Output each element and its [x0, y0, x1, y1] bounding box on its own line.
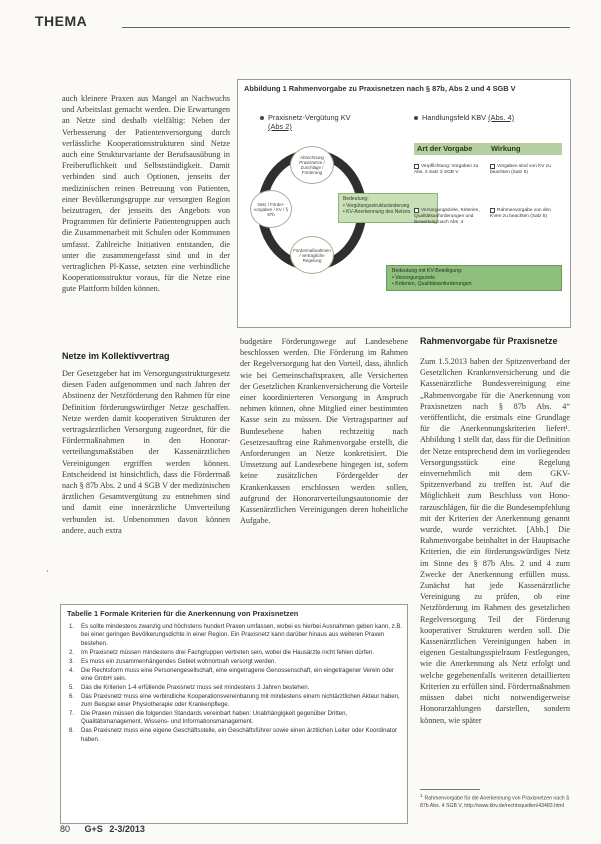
page-footer [60, 824, 145, 834]
checkbox-icon [414, 208, 419, 213]
figure-row1-right: Vorgaben sind von KV zu beachten (Satz 5) [490, 164, 551, 175]
col-head-type: Art der Vorgabe [417, 144, 473, 153]
list-item: 5. Das die Kriterien 1-4 erfüllende Praxisnetz muss seit mindestens 3 Jahren bestehen. [69, 683, 310, 691]
issue-number: 2-3/2013 [109, 824, 145, 834]
list-item: 7. Die Praxen müssen die folgenden Standards vereinbart haben: Unabhängigkeit gegenüber Dritten, Qualitätsmanagement, Wissens- und Informationsmanagement. [69, 710, 348, 726]
figure-title: Abbildung 1 Rahmenvorgabe zu Praxisnetzen nach § 87b, Abs 2 und 4 SGB V [244, 84, 516, 93]
page-number: 80 [60, 824, 71, 834]
paragraph: Zum 1.5.2013 haben der Spitzenverband der Gesetzlichen Krankenversicherung und die Kassenärztliche Bundesvereinigung eine „Rahmenvorgabe für die Anerkennung von Praxisnetzen nach § 87b Abs. 4“ veröffentlicht, die erstmals eine Grundlage für die Anerkennungskriterien liefert¹. Abbildung 1 stellt dar, dass für die Definition der Netze entsprechend dem im vorliegenden Versorgungsstück eine Regelung einvernehmlich mit dem GKV-Spitzenverband zu treffen ist. Auf die Möglichkeit zum Beschluss von Honorarzuschlägen, für die die Bundesempfehlung mit der Kriterien der Anerkennung genannt wurde, wurde verzichtet. [Abb.] Die Rahmenvorgabe beinhaltet in der Hauptsache Kriterien, die ein förderungswürdiges Netz im Sinne des § 87b Abs. 2 und 4 zum Zwecke der Anerkennung erfüllen muss. Zunächst hat jede Kassenärztliche Vereinigung zu prüfen, ob eine Netzförderung im Rahmen des gesetzlichen Regelversorgung Teil der Förderung kooperativer Strukturen werden soll. Die Kassenärztlichen Vereinigungen haben in eigenen Gestaltungsspielraum Festlegungen, wie die Anerkennung als Netz erfolgt und welche gegebenenfalls weiteren detaillierten Kriterien zu erfüllen sind. Förderrnaßnahmen müssen dabei nicht notwendigerweise Honorarzahlungen darstellen, sondern können, wie später [420, 357, 570, 725]
kv-meaning-title: Bedeutung mit KV-Beteiligung: [392, 268, 463, 274]
checkbox-icon [490, 208, 495, 213]
left-column-top-text [62, 93, 230, 329]
bullet-icon [260, 116, 264, 120]
section-heading-kollektivvertrag: Netze im Kollektivvertrag [62, 351, 170, 361]
cycle-node-bottom: Fördermaßnahmen / vertragliche Regelung [290, 236, 334, 274]
right-column-text [420, 356, 570, 725]
header-rule [122, 27, 570, 28]
middle-column-text [240, 336, 408, 586]
footnote-mark: 1 [420, 793, 423, 798]
kv-meaning-item: • Kriterien, Qualitätsanforderungen [392, 281, 472, 288]
section-heading-rahmenvorgabe: Rahmenvorgabe für Praxisnetze [420, 336, 558, 346]
col-head-effect: Wirkung [491, 144, 521, 153]
list-item: 2. Im Praxisnetz müssen mindestens drei Fachgruppen vertreten sein, wobei die Hausärzte nicht fehlen dürfen. [69, 648, 374, 656]
table-title: Tabelle 1 Formale Kriterien für die Anerkennung von Praxisnetzen [67, 609, 299, 618]
footnote [420, 793, 570, 809]
criteria-table-box [60, 604, 408, 824]
paragraph: auch kleinere Praxen aus Mangel an Nachwuchs und Arbeitslast gemacht werden. Die Erwartungen an Netze sind deshalb vielfältig: Neben der Verbesserung der Patientenversorgung durch verlässliche Kooperationsstrukturen sind Netze auch eine Strukturvariante der Berufsausübung in Freiberuflichkeit und Selbstständigkeit. Damit verbinden sind auch Optionen, jenseits der medizinischen reinen Betreuung von Patienten, einer Bevölkerungsgruppe zur versorgten Region beizutragen, der jenseits des Angebots von Programmen für definierte Patientengruppen auch die Zusammenarbeit mit Schulen oder Kommunen umfasst. Zahlreiche Initiativen entstanden, die unter die zusammengefasst sind und in der vertraglichen Pl-Kasse, setzten eine verbindliche Kooperationsstruktur voraus, für die Netze eine gute Plattform bilden können. [62, 94, 230, 294]
meaning-box-title: Bedeutung: [343, 196, 369, 202]
list-item: 4. Die Rechtsform muss eine Personengesellschaft, eine eingetragene Genossenschaft, ein eingetragener Verein oder eine GmbH sein. [69, 666, 395, 682]
journal-logo: G+S [84, 824, 103, 834]
paragraph: Der Gesetzgeber hat im Versorgungsstrukturgesetz diesen Faden aufgenommen und nach Jahren der Abstinenz der Netzförderung den Rahmen für eine Definition förderungswürdiger Netze geschaffen. Netze werden damit kooperativen Strukturen der vertragsärztlichen Versorgung zugeordnet, für die Förderrnaßnahmen in den Honorarverteilungsmaßstäben der Kassenärztlichen Vereinigungen ergriffen werden können. Entscheidend ist hinsichtlich, dass die Förderrnaß nach § 87b Abs. 2 und 4 SGB V der medizinischen ärztlichen Gesamtvergütung zu entnehmen sind und damit eine innerärztliche Umverteilung verbunden ist. Unbenommen davon können andere, auch extra [62, 369, 230, 535]
list-item: 8. Das Praxisnetz muss eine eigene Geschäftsstelle, ein Geschäftsführer sowie einen ärztlichen Leiter oder Koordinator haben. [69, 727, 398, 743]
cycle-node-top: Abrechnung Praxisnetze / Zuschläge / Förderung [290, 146, 334, 184]
list-item: 1. Es sollte mindestens zwanzig und höchstens hundert Praxen umfassen, wobei es hierbei Ausnahmen geben kann, z.B. bei einer geringen Bevölkerungsdichte in einer Region. Ein Praxisnetz kann darüber hinaus aus weiteren Praxen bestehen. [69, 623, 403, 647]
figure-row2-right: Rahmenvorgabe von den KVen zu beachten (Satz 5) [490, 208, 551, 219]
figure-row1-left: Verpflichtung: Vorgaben zu Abs. 2 Satz 3 SGB V [414, 164, 479, 175]
figure-table-header [414, 143, 562, 155]
kv-meaning-item: • Versorgungsziele [392, 274, 436, 281]
checkbox-icon [414, 164, 419, 169]
meaning-item: • Vergütungsstrukturänderung [343, 202, 410, 209]
page-title: THEMA [35, 13, 88, 29]
checkbox-icon [490, 164, 495, 169]
footnote-rule [420, 789, 480, 790]
kv-meaning-box [386, 265, 562, 291]
paragraph: budgetäre Förderungswege auf Landesebene beschlossen werden. Die Förderung im Rahmen der Regelversorgung hat den Vorteil, dass, ähnlich wie bei Gemeinschaftspraxen, alle Versicherten der Gesetzlichen Krankenversicherung die Vorteile einer koordinierteren Versorgung in Anspruch nehmen können, ohne Mitglied einer bestimmten Kasse sein zu müssen. Die Vertragspartner auf Bundesebene haben rechtzeitig nach Gesetzesauftrag eine Rahmenvorgabe erstellt, die Anforderungen an Netze konkretisiert. Die Umsetzung auf Landesebene hingegen ist, sofern keine zusätzlichen Fördergelder der Krankenkassen erschlossen werden sollen, aufgrund der Honorarverteilungsautonomie der Kassenärztlichen Vereinigungen deren hoheitliche Aufgabe. [240, 337, 408, 526]
list-item: 3. Es muss ein zusammenhängendes Gebiet wohnortnah versorgt werden. [69, 657, 277, 665]
meaning-item: • KV-Anerkennung des Netzes [343, 209, 411, 215]
cycle-node-left: Netz / Fördervorgaben / KV / § 87b [250, 190, 292, 228]
left-column-bottom-text [62, 368, 230, 588]
figure-box [237, 79, 571, 328]
figure-row2-left: Versorgungsziele, Kriterien, Qualitätsanforderungen und Bewertung nach Abs. 4 [414, 208, 480, 225]
criteria-list [69, 623, 403, 745]
footnote-text: Rahmenvorgabe für die Anerkennung von Praxisnetzen nach § 87b Abs. 4 SGB V, http://www.kbv.de/rechtsquellen/43483.html [420, 795, 569, 809]
figure-right-label: Handlungsfeld KBV (Abs. 4) [414, 113, 514, 122]
bullet-icon [414, 116, 418, 120]
list-item: 6. Das Praxisnetz muss eine verbindliche Kooperationsvereinbarung mit mindestens einem nichtärztlichen Akteur haben, zum Beispiel einer Physiotherapie oder Krankenpflege. [69, 692, 400, 709]
margin-mark: · [46, 566, 49, 576]
figure-left-label: Praxisnetz-Vergütung KV (Abs 2) [260, 113, 351, 131]
